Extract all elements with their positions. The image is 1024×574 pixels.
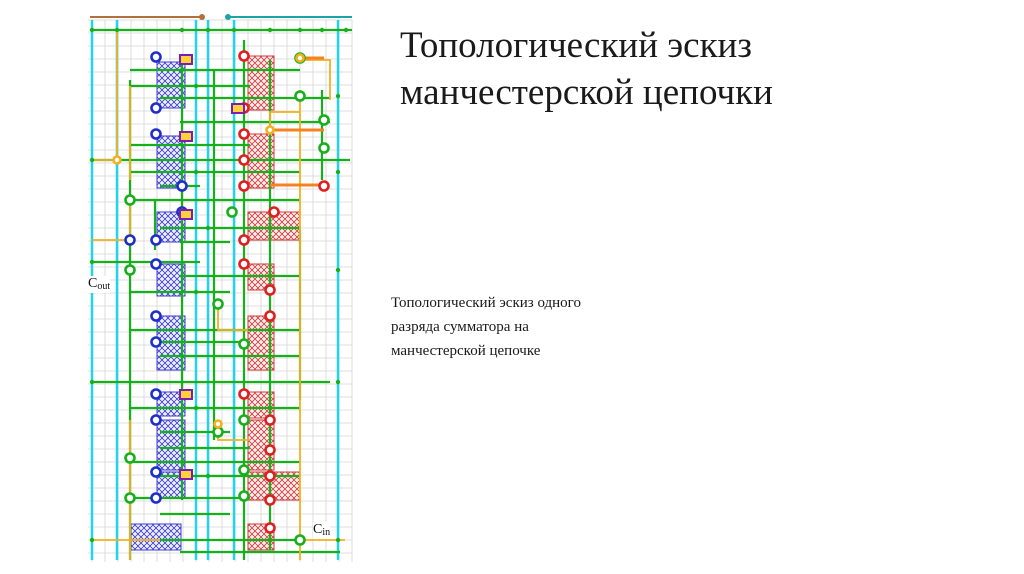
- caption-line-1: Топологический эскиз одного: [391, 295, 581, 311]
- cout-label-sub: out: [97, 281, 111, 292]
- cout-label: [88, 276, 110, 293]
- cin-label-sub: in: [322, 527, 331, 538]
- cin-label: [313, 522, 330, 539]
- top-buses: [90, 14, 352, 20]
- caption-line-3: манчестерской цепочке: [391, 343, 541, 359]
- slide-title: [400, 22, 960, 116]
- figure-caption: [391, 291, 671, 363]
- caption-line-2: разряда сумматора на: [391, 319, 529, 335]
- cin-label-main: C: [313, 522, 323, 537]
- contacts: [90, 28, 348, 545]
- title-line-1: Топологический эскиз: [400, 25, 752, 66]
- title-line-2: манчестерской цепочки: [400, 72, 773, 113]
- cout-label-main: C: [88, 276, 98, 291]
